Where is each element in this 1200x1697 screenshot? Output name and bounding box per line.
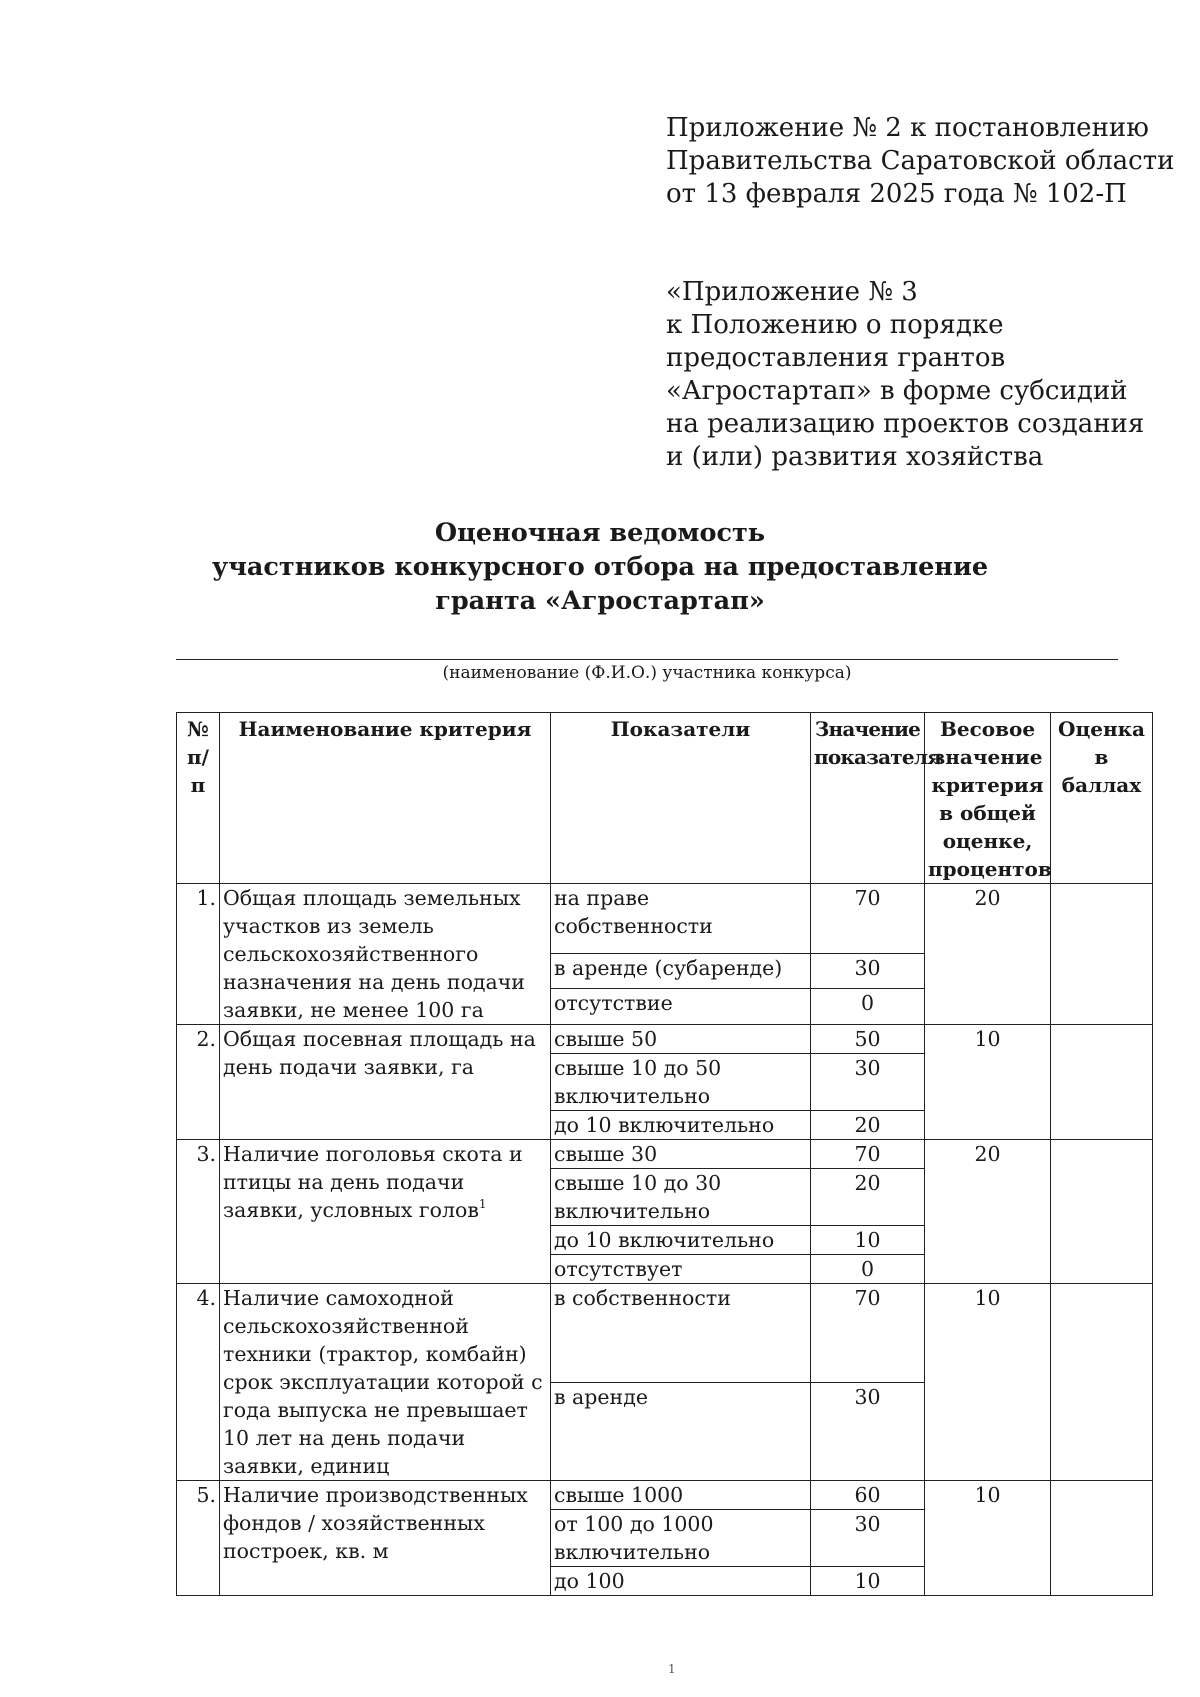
indicator-label: отсутствует [551, 1255, 811, 1284]
criterion-number: 3. [177, 1140, 220, 1284]
title-line: участников конкурсного отбора на предоставление [211, 552, 989, 582]
annex-line: на реализацию проектов создания [666, 409, 1145, 439]
indicator-label: от 100 до 1000 включительно [551, 1510, 811, 1567]
indicator-value: 0 [811, 989, 925, 1025]
criterion-name [220, 1025, 551, 1140]
indicator-label: в собственности [551, 1284, 811, 1383]
criterion-weight: 10 [925, 1481, 1051, 1596]
document-title [0, 516, 1200, 618]
score-cell [1051, 1481, 1153, 1596]
header-num: № п/п [177, 713, 220, 884]
indicator-label: свыше 10 до 50 включительно [551, 1054, 811, 1111]
indicator-value: 20 [811, 1169, 925, 1226]
criterion-number: 5. [177, 1481, 220, 1596]
indicator-label: до 100 [551, 1567, 811, 1596]
title-line: гранта «Агростартап» [435, 586, 765, 616]
evaluation-table [176, 712, 1153, 1596]
table-row [177, 1025, 1153, 1054]
criterion-number: 2. [177, 1025, 220, 1140]
title-line: Оценочная ведомость [434, 518, 766, 548]
criterion-text: Общая посевная площадь на день подачи заявки, га [223, 1027, 536, 1079]
header-line: от 13 февраля 2025 года № 102-П [666, 179, 1127, 209]
criterion-weight: 10 [925, 1025, 1051, 1140]
criterion-name [220, 884, 551, 1025]
indicator-label: свыше 10 до 30 включительно [551, 1169, 811, 1226]
criterion-name [220, 1140, 551, 1284]
indicator-value: 20 [811, 1111, 925, 1140]
footnote-marker: 1 [478, 1197, 487, 1211]
criterion-weight: 10 [925, 1284, 1051, 1481]
indicator-value: 10 [811, 1567, 925, 1596]
page-mark: 1 [668, 1662, 676, 1676]
indicator-label: свыше 1000 [551, 1481, 811, 1510]
indicator-label: в аренде (субаренде) [551, 953, 811, 989]
score-cell [1051, 884, 1153, 1025]
indicator-value: 70 [811, 1140, 925, 1169]
annex-line: к Положению о порядке [666, 310, 1004, 340]
table-row [177, 1481, 1153, 1510]
indicator-value: 70 [811, 884, 925, 954]
annex-line: «Агростартап» в форме субсидий [666, 376, 1128, 406]
indicator-label: в аренде [551, 1382, 811, 1481]
annex-line: предоставления грантов [666, 343, 1006, 373]
criterion-weight: 20 [925, 884, 1051, 1025]
indicator-value: 60 [811, 1481, 925, 1510]
score-cell [1051, 1140, 1153, 1284]
criterion-text: Наличие поголовья скота и птицы на день подачи заявки, условных голов [223, 1142, 523, 1222]
resolution-header [666, 112, 1174, 211]
criterion-text: Наличие производственных фондов / хозяйственных построек, кв. м [223, 1483, 528, 1563]
indicator-label: отсутствие [551, 989, 811, 1025]
participant-name-caption: (наименование (Ф.И.О.) участника конкурса) [442, 663, 852, 683]
score-cell [1051, 1284, 1153, 1481]
indicator-label: до 10 включительно [551, 1111, 811, 1140]
header-line: Правительства Саратовской области [666, 146, 1175, 176]
indicator-label: на праве собственности [551, 884, 811, 954]
indicator-value: 10 [811, 1226, 925, 1255]
table-row [177, 1284, 1153, 1383]
criterion-text: Наличие самоходной сельскохозяйственной техники (трактор, комбайн) срок эксплуатации которой с года выпуска не превышает 10 лет на день подачи заявки, единиц [223, 1286, 543, 1478]
score-cell [1051, 1025, 1153, 1140]
annex-line: и (или) развития хозяйства [666, 442, 1044, 472]
indicator-value: 30 [811, 1054, 925, 1111]
table-row [177, 1140, 1153, 1169]
indicator-value: 0 [811, 1255, 925, 1284]
indicator-label: свыше 50 [551, 1025, 811, 1054]
header-criterion: Наименование критерия [220, 713, 551, 884]
header-score: Оценка в баллах [1051, 713, 1153, 884]
indicator-label: свыше 30 [551, 1140, 811, 1169]
annex-header [666, 276, 1144, 474]
criterion-name [220, 1481, 551, 1596]
table-header-row [177, 713, 1153, 884]
indicator-label: до 10 включительно [551, 1226, 811, 1255]
header-value: Значение показателя [811, 713, 925, 884]
indicator-value: 30 [811, 1382, 925, 1481]
criterion-number: 4. [177, 1284, 220, 1481]
indicator-value: 30 [811, 953, 925, 989]
criterion-name [220, 1284, 551, 1481]
criterion-text: Общая площадь земельных участков из земель сельскохозяйственного назначения на день подачи заявки, не менее 100 га [223, 886, 525, 1022]
criterion-number: 1. [177, 884, 220, 1025]
header-weight: Весовое значение критерия в общей оценке, процентов [925, 713, 1051, 884]
criterion-weight: 20 [925, 1140, 1051, 1284]
indicator-value: 50 [811, 1025, 925, 1054]
header-indicators: Показатели [551, 713, 811, 884]
participant-name-line [176, 659, 1118, 660]
header-line: Приложение № 2 к постановлению [666, 113, 1149, 143]
indicator-value: 30 [811, 1510, 925, 1567]
indicator-value: 70 [811, 1284, 925, 1383]
annex-line: «Приложение № 3 [666, 277, 918, 307]
table-row [177, 884, 1153, 954]
